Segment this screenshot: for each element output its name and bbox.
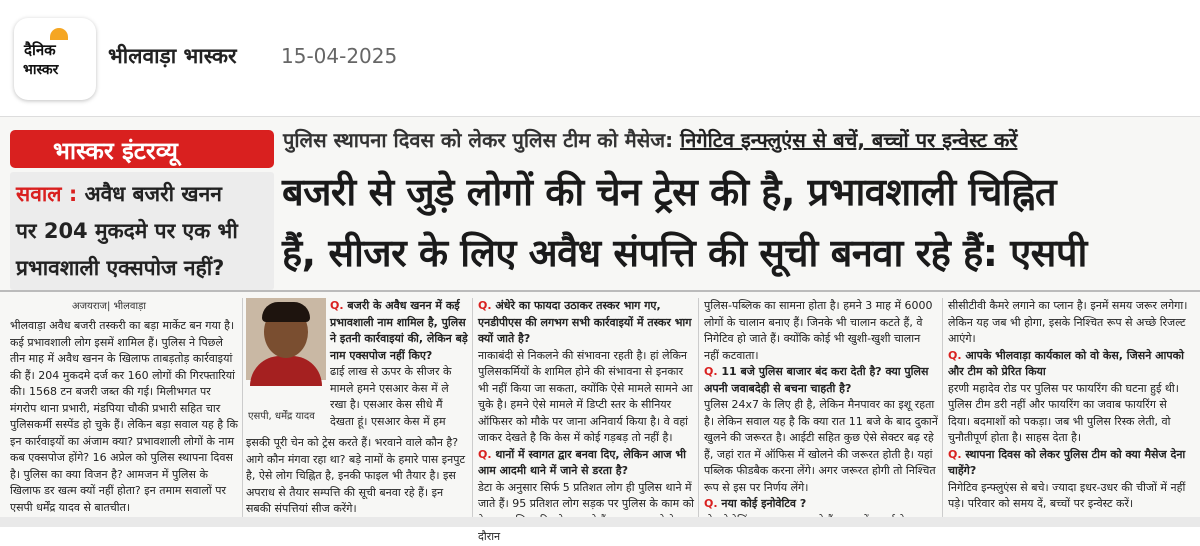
question-line-1 [16,180,222,208]
question-line-2: पर 204 मुकदमे पर एक भी [16,219,238,243]
interview-question [478,298,694,348]
question-text: अंधेरे का फायदा उठाकर तस्कर भाग गए, एनडीपीएस की लगभग सभी कार्रवाइयों में तस्कर भाग क्यों जाते है? [478,299,692,345]
question-marker: Q. [704,365,718,378]
intro-paragraph: भीलवाड़ा अवैध बजरी तस्करी का बड़ा मार्केट बन गया है। कई प्रभावशाली लोग इसमें शामिल हैं। पुलिस ने पिछले तीन माह में अवैध खनन के खिलाफ ताबड़तोड़ कार्रवाइयां की हैं। 204 मुकदमे दर्ज कर 160 लोगों की गिरफ्तारियां की। 1568 टन बजरी जब्त की गई। मिलीभगत पर मंगरोप थाना प्रभारी, मंडपिया चौकी प्रभारी सहित चार पुलिसकर्मी सस्पेंड हो चुके हैं। लेकिन बड़ा सवाल यह है कि इन कार्रवाइयों का अंजाम क्या? प्रभावशाली लोगों के नाम कब एक्सपोज होंगे? 16 अप्रेल को पुलिस स्थापना दिवस है। पुलिस का क्या विजन है? आमजन में पुलिस के खिलाफ डर खत्म क्यों नहीं होता? इन तमाम सवालों पर एसपी धर्मेंद्र यादव से बातचीत। [10,319,238,514]
body-column-2-continued [246,435,468,520]
question-text: 11 बजे पुलिस बाजार बंद करा देती है? क्या पुलिस अपनी जवाबदेही से बचना चाहती है? [704,365,929,395]
question-text: नया कोई इनोवेटिव ? [721,497,807,510]
interview-answer: पुलिस 24x7 के लिए ही है, लेकिन मैनपावर का इशू रहता है। लेकिन सवाल यह है कि क्या रात 11 बजे के बाद दुकानें खुलने की जरूरत है। आईटी सहित कुछ ऐसे सेक्टर बढ़ रहे हैं, जहां रात में ऑफिस में खोलने की जरूरत होती है। यहां पब्लिक फीडबैक करना लेंगे। अगर जरूरत होगी तो निश्चित रूप से इस पर निर्णय लेंगे। [704,398,938,494]
interview-answer: हरणी महादेव रोड पर पुलिस पर फायरिंग की घटना हुई थी। पुलिस टीम डरी नहीं और फायरिंग का जवाब फायरिंग से दिया। बदमाशों को पकड़ा। जब भी पुलिस रिस्क लेती, वो चुनौतीपूर्ण होता है। साहस देता है। [948,381,1179,444]
logo-text-line1: दैनिक [24,41,56,59]
interview-question [948,447,1192,480]
badge-label: भास्कर इंटरव्यू [53,137,178,165]
publication-date: 15-04-2025 [281,44,398,68]
photo-caption: एसपी, धर्मेंद्र यादव [248,411,315,422]
article-header [0,0,1200,116]
kicker-lead: पुलिस स्थापना दिवस को लेकर पुलिस टीम को मैसेज: [283,128,674,152]
logo-text-line2: भास्कर [23,62,59,78]
interview-answer: पुलिस-पब्लिक का सामना होता है। हमने 3 माह में 6000 लोगों के चालान बनाए हैं। जिनके भी चालान कटते हैं, वे निगेटिव हो जाते हैं। क्योंकि कोई भी खुशी-खुशी चालान नहीं कटवाता। [704,299,933,362]
publication-name[interactable]: भीलवाड़ा भास्कर [108,44,237,68]
column-rule [242,298,243,520]
question-marker: Q. [478,447,492,461]
sp-photo [246,298,326,380]
interview-answer: नाकाबंदी से निकलने की संभावना रहती है। हां लेकिन पुलिसकर्मियों के शामिल होने की संभावना से इनकार भी नहीं किया जा सकता, क्योंकि ऐसे मामले सामने आ चुके है। हमने ऐसे मामले में डिप्टी स्तर के सीनियर ऑफिसर को मौके पर जाना अनिवार्य किया है। वे वहां जाकर देखते है कि केस में कोई गड़बड़ तो नहीं है। [478,348,693,444]
interview-answer: इसकी पूरी चेन को ट्रेस करते हैं। भरवाने वाले कौन है? आगे कौन मंगवा रहा था? बड़े नामों के हमारे पास इनपुट है, ऐसे लोग चिह्नित है, इनकी फाइल भी तैयार है। इस अपराध से तैयार सम्पत्ति की सूची बनवा रहे हैं। इन सबकी संपत्तियां सीज करेंगे। [246,436,466,515]
question-text-1: अवैध बजरी खनन [84,182,222,206]
body-column-5 [948,298,1192,523]
question-text: स्थापना दिवस को लेकर पुलिस टीम को क्या मैसेज देना चाहेंगे? [948,447,1186,477]
question-text: थानों में स्वागत द्वार बनवा दिए, लेकिन आज भी आम आदमी थाने में जाने से डरता है? [478,447,686,477]
question-marker: Q. [330,299,344,312]
question-text: बजरी के अवैध खनन में कई प्रभावशाली नाम शामिल है, पुलिस ने इतनी कार्रवाइयां की, लेकिन बड़े नाम एक्सपोज नहीं किए? [330,299,468,362]
dainik-bhaskar-logo[interactable] [14,18,96,100]
photo-hair [262,302,310,322]
interview-badge [10,130,274,168]
interview-answer: निगेटिव इन्फ्लुएंस से बचे। ज्यादा इधर-उधर की चीजों में नहीं पड़े। परिवार को समय दें, बच्चों पर इन्वेस्ट करें। [948,480,1186,510]
column-rule [942,298,943,520]
body-column-1 [10,318,238,518]
sun-icon [50,28,68,40]
question-marker: Q. [948,348,962,362]
headline-line-2: हैं, सीजर के लिए अवैध संपत्ति की सूची बनवा रहे हैं: एसपी [282,231,1087,275]
interview-question [478,447,694,480]
question-text: आपके भीलवाड़ा कार्यकाल को वो केस, जिसने आपको और टीम को प्रेरित किया [948,348,1184,378]
next-article-strip [0,517,1200,527]
question-marker: Q. [704,497,718,510]
photo-shirt [250,356,322,386]
interview-answer: डेटा के अनुसार सिर्फ 5 प्रतिशत लोग ही पुलिस थाने में जाते हैं। 95 प्रतिशत लोग सड़क पर पुलिस के काम को दौरान [478,480,695,543]
question-line-3: प्रभावशाली एक्सपोज नहीं? [16,256,225,280]
kicker [283,126,1017,153]
question-label: सवाल : [16,182,78,206]
body-column-3 [478,298,695,543]
column-rule [698,298,699,520]
column-rule [472,298,473,520]
question-marker: Q. [478,299,492,312]
headline-line-1: बजरी से जुड़े लोगों की चेन ट्रेस की है, प्रभावशाली चिह्नित [282,170,1057,214]
question-box [10,172,274,290]
interview-answer: सीसीटीवी कैमरे लगाने का प्लान है। इनमें समय जरूर लगेगा। लेकिन यह जब भी होगा, इसके निश्चित रूप से अच्छे रिजल्ट आएंगे। [948,299,1188,345]
interview-question [704,364,938,397]
kicker-underlined: निगेटिव इन्फ्लुएंस से बचें, बच्चों पर इन्वेस्ट करें [680,128,1018,152]
body-column-4 [704,298,938,523]
interview-answer: ढाई लाख से ऊपर के सीजर के मामले हमने एसआर केस में ले रखा है। एसआर केस सीधे मैं देखता हूं। एसआर केस में हम [330,365,452,428]
question-marker: Q. [948,447,962,461]
byline: अजयराज| भीलवाड़ा [72,301,146,312]
interview-question [704,496,938,513]
interview-question [948,348,1192,381]
interview-question [330,298,468,364]
divider [0,290,1200,292]
